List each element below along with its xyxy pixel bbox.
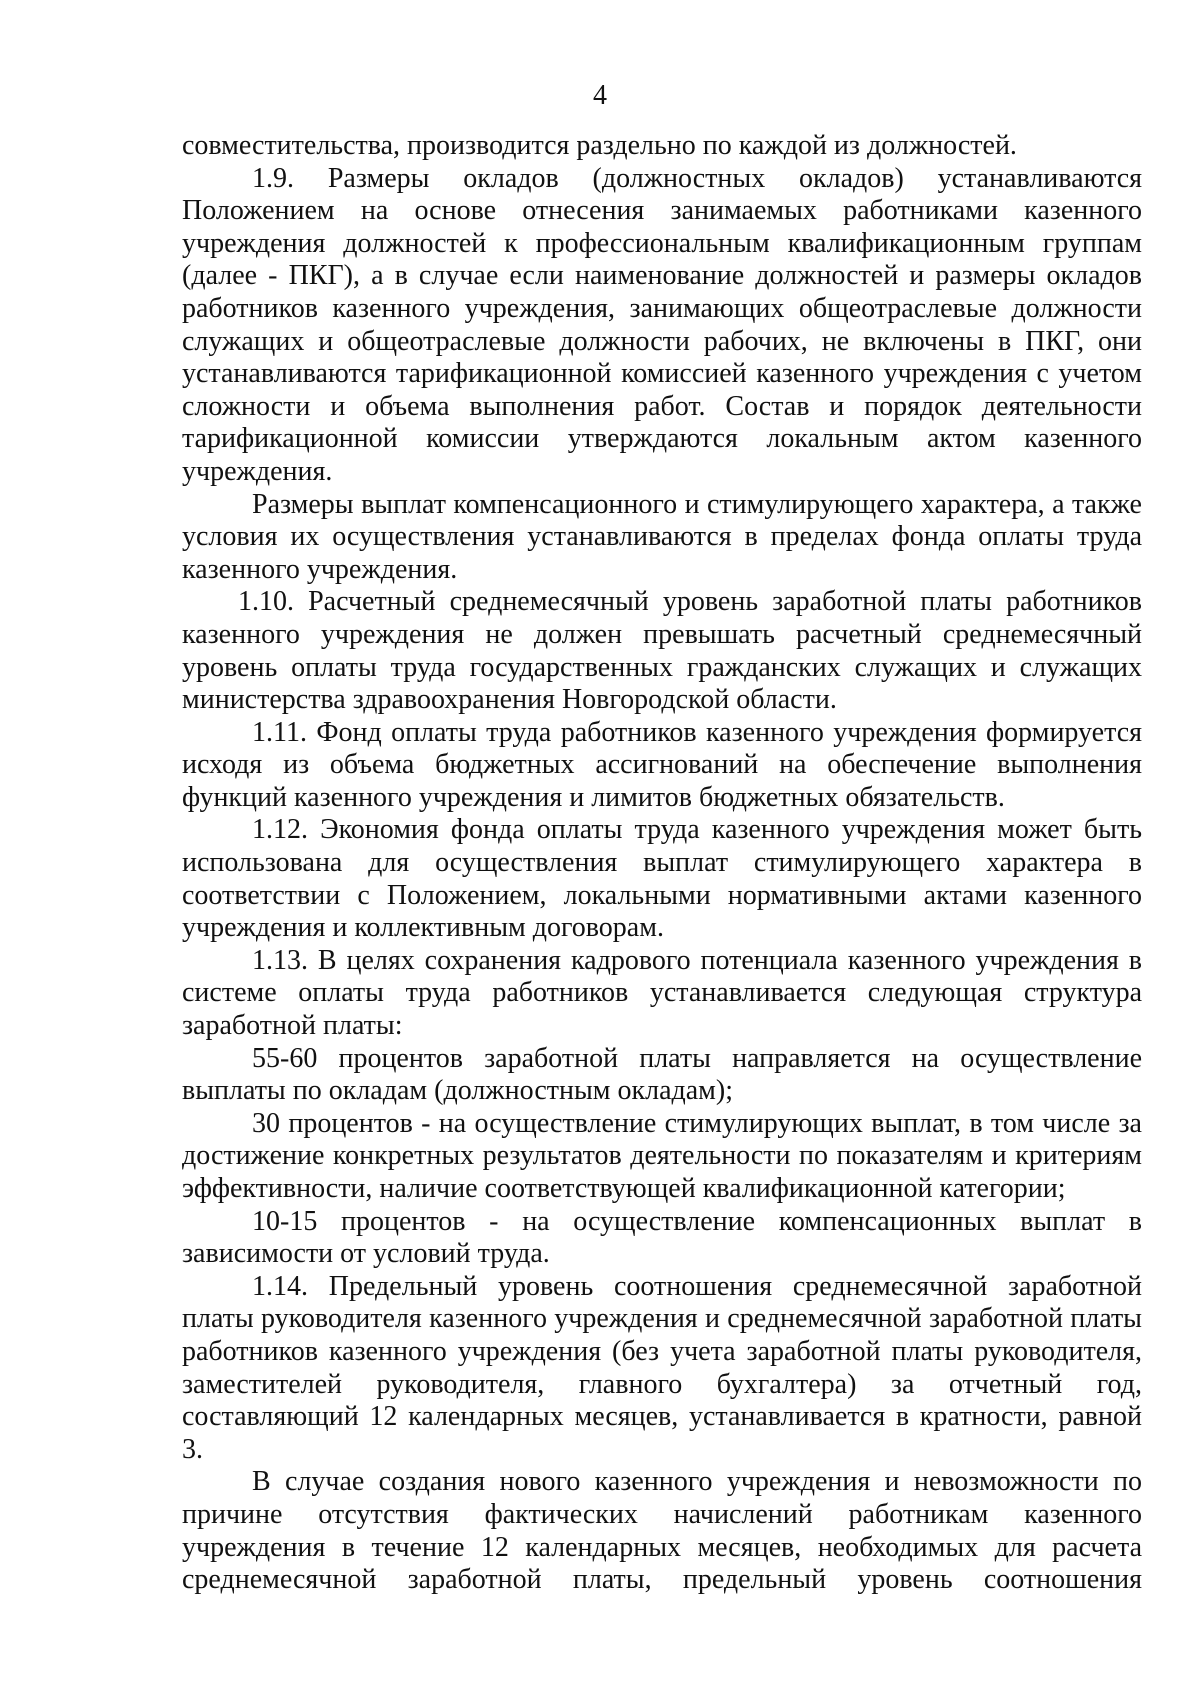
paragraph-1-13: 1.13. В целях сохранения кадрового потенциала казенного учреждения в системе оплаты труда работников устанавливается следующая структура заработной платы: [182, 944, 1142, 1042]
paragraph-incentive-share: 30 процентов - на осуществление стимулирующих выплат, в том числе за достижение конкретных результатов деятельности по показателям и критериям эффективности, наличие соответствующей квалификационной категории; [182, 1107, 1142, 1204]
paragraph-continuation: совместительства, производится раздельно по каждой из должностей. [182, 130, 1017, 161]
paragraph-1-12: 1.12. Экономия фонда оплаты труда казенного учреждения может быть использована для осуществления выплат стимулирующего характера в соответствии с Положением, локальными нормативными актами казенного учреждения и коллективным договорам. [182, 814, 1142, 944]
paragraph-payments: Размеры выплат компенсационного и стимулирующего характера, а также условия их осуществления устанавливаются в пределах фонда оплаты труда казенного учреждения. [182, 488, 1142, 585]
paragraph-1-14: 1.14. Предельный уровень соотношения среднемесячной заработной платы руководителя казенного учреждения и среднемесячной заработной платы работников казенного учреждения (без учета заработной платы руководителя, заместителей руководителя, главного бухгалтера) за отчетный год, составляющий 12 календарных месяцев, устанавливается в кратности, равной 3. [182, 1270, 1142, 1465]
paragraph-1-10: 1.10. Расчетный среднемесячный уровень заработной платы работников казенного учреждения не должен превышать расчетный среднемесячный уровень оплаты труда государственных гражданских служащих и служащих министерства здравоохранения Новгородской области. [182, 586, 1142, 716]
page-number: 4 [593, 80, 607, 111]
paragraph-compensation-share: 10-15 процентов - на осуществление компенсационных выплат в зависимости от условий труда. [182, 1205, 1142, 1270]
paragraph-1-11: 1.11. Фонд оплаты труда работников казенного учреждения формируется исходя из объема бюджетных ассигнований на обеспечение выполнения функций казенного учреждения и лимитов бюджетных обязательств. [182, 716, 1142, 813]
paragraph-new-institution: В случае создания нового казенного учреждения и невозможности по причине отсутствия фактических начислений работникам казенного учреждения в течение 12 календарных месяцев, необходимых для расчета среднемесячной заработной платы, предельный уровень соотношения [182, 1466, 1142, 1596]
paragraph-1-9: 1.9. Размеры окладов (должностных окладов) устанавливаются Положением на основе отнесения занимаемых работниками казенного учреждения должностей к профессиональным квалификационным группам (далее - ПКГ), а в случае если наименование должностей и размеры окладов работников казенного учреждения, занимающих общеотраслевые должности служащих и общеотраслевые должности рабочих, не включены в ПКГ, они устанавливаются тарификационной комиссией казенного учреждения с учетом сложности и объема выполнения работ. Состав и порядок деятельности тарификационной комиссии утверждаются локальным актом казенного учреждения. [182, 162, 1142, 487]
paragraph-salary-share: 55-60 процентов заработной платы направляется на осуществление выплаты по окладам (должностным окладам); [182, 1042, 1142, 1107]
document-body [182, 130, 1142, 1597]
